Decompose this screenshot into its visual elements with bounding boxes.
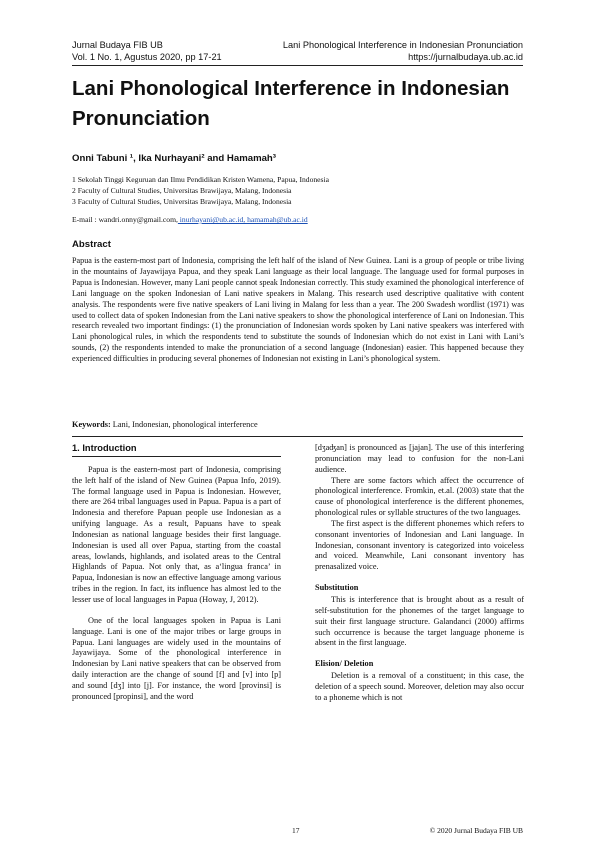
right-paragraph-2: The first aspect is the different phonemes which refers to consonant inventories of Indonesian and Lani language. In Indonesian, consonant inventory is categorized into voiceless and voiced. Meanwhile, Lani consonant inventory has prenasalized voice.: [315, 518, 524, 572]
intro-paragraph-2: One of the local languages spoken in Papua is Lani language. Lani is one of the major tribes or large groups in Papua. Lani languages are widely used in the mountains of Jayawijaya. Some of the phonological interference in Indonesian by Lani native speakers that can be observed from daily interaction are the change of sound [f] and [v] into [p] and sound [dʒ] into [j]. For instance, the word [provinsi] is pronounced [propinsi], and the word: [72, 615, 281, 701]
header-divider: [72, 65, 523, 66]
page-number: 17: [292, 826, 300, 835]
copyright: © 2020 Jurnal Budaya FIB UB: [429, 826, 523, 835]
author-list: Onni Tabuni ¹, Ika Nurhayani² and Hamamah³: [72, 153, 276, 164]
keywords-divider: [72, 436, 523, 437]
keywords-label: Keywords:: [72, 420, 111, 429]
left-column: [72, 443, 281, 703]
issue-header: [72, 52, 523, 63]
intro-paragraph-1: Papua is the eastern-most part of Indonesia, comprising the left half of the island of New Guinea (Papua Info, 2019). The formal language used in Papua is Indonesian. However, there are 264 tribal languages used in Papua. Papua is a part of Indonesia and therefore Papuan people use Indonesian as a unifying language. As a result, Papuans have to speak Indonesian as national language besides their first language. Indonesian is used all over Papua, starting from the coastal areas, lowlands, highlands, and isolated areas to the Central Highlands of Papua. Not only that, as a‘lingua franca’ in Papua, Indonesian is now an effective language among various tribes in the region. In fact, its influence has almost led to the lesser use of local languages in Papua (Howay, J, 2012).: [72, 464, 281, 604]
journal-url[interactable]: https://jurnalbudaya.ub.ac.id: [408, 52, 523, 62]
running-header: [72, 40, 523, 51]
keywords: [72, 420, 258, 429]
elision-heading: Elision/ Deletion: [315, 659, 374, 669]
volume-info: Vol. 1 No. 1, Agustus 2020, pp 17-21: [72, 52, 222, 62]
affiliation-3: 3 Faculty of Cultural Studies, Universitas Brawijaya, Malang, Indonesia: [72, 197, 292, 206]
email-line: [72, 215, 308, 224]
running-title: Lani Phonological Interference in Indonesian Pronunciation: [282, 40, 523, 50]
elision-paragraph: Deletion is a removal of a constituent; in this case, the deletion of a speech sound. Moreover, deletion may also occur to a phoneme which is not: [315, 671, 524, 702]
email-links[interactable]: inurhayani@ub.ac.id, hamamah@ub.ac.id: [177, 215, 308, 224]
affiliation-2: 2 Faculty of Cultural Studies, Universitas Brawijaya, Malang, Indonesia: [72, 186, 292, 195]
introduction-heading: 1. Introduction: [72, 443, 137, 453]
paper-title: Lani Phonological Interference in Indonesian Pronunciation: [72, 77, 510, 130]
abstract-text: Papua is the eastern-most part of Indonesia, comprising the left half of the island of New Guinea. Lani is a group of people or tribe living in the mountains of Jayawijaya Papua, and they speak Lani language as their local language. The language used for formal purposes in Papua is Indonesian. However, many Lani people cannot speak Indonesian correctly. This study examined the phonological interference of Lani language on the spoken Indonesian of Lani native speakers in Malang. This research used descriptive qualitative with content analysis. The respondents were five native speakers of Lani living in Malang for less than a year. The 200 Swadesh wordlist (1971) was used to collect data of spoken Indonesian from the Lani native speakers to show the phonological interference of Lani on Indonesian. This research revealed two important findings: (1) the pronunciation of Indonesian words spoken by Lani native speakers was interfered with Lani phonological rules, in which the respondents tend to substitute the sounds of Indonesian which do not exist in Lani with Lani’s sounds, (2) the respondents intended to make the pronunciation of a second language (Indonesian) easier. This happened because they experienced difficulties in producing several phonemes of Indonesian not existing in Lani’s phonological system.: [72, 256, 524, 364]
right-paragraph-1: There are some factors which affect the occurrence of phonological interference. Fromkin, et.al. (2003) state that the cause of phonological interference is the different phonemes, phonological rules or syllable structures of the two languages.: [315, 475, 524, 518]
substitution-paragraph: This is interference that is brought about as a result of self-substitution for the phonemes of the target language to suit their first language structure. Galandanci (2000) affirms such occurrence is because the target language phoneme is absent in the first language.: [315, 594, 524, 648]
email-prefix: E-mail : wandri.onny@gmail.com,: [72, 215, 178, 224]
affiliation-1: 1 Sekolah Tinggi Keguruan dan Ilmu Pendidikan Kristen Wamena, Papua, Indonesia: [72, 175, 329, 184]
journal-name: Jurnal Budaya FIB UB: [72, 40, 163, 50]
right-column: [315, 443, 524, 704]
keywords-text: Lani, Indonesian, phonological interference: [110, 420, 258, 429]
section-divider: [72, 456, 281, 457]
substitution-heading: Substitution: [315, 583, 359, 593]
right-paragraph-0: [dʒaʤan] is pronounced as [jajan]. The use of this interfering pronunciation may lead to confusion for the non-Lani audience.: [315, 443, 524, 474]
abstract-heading: Abstract: [72, 239, 111, 250]
